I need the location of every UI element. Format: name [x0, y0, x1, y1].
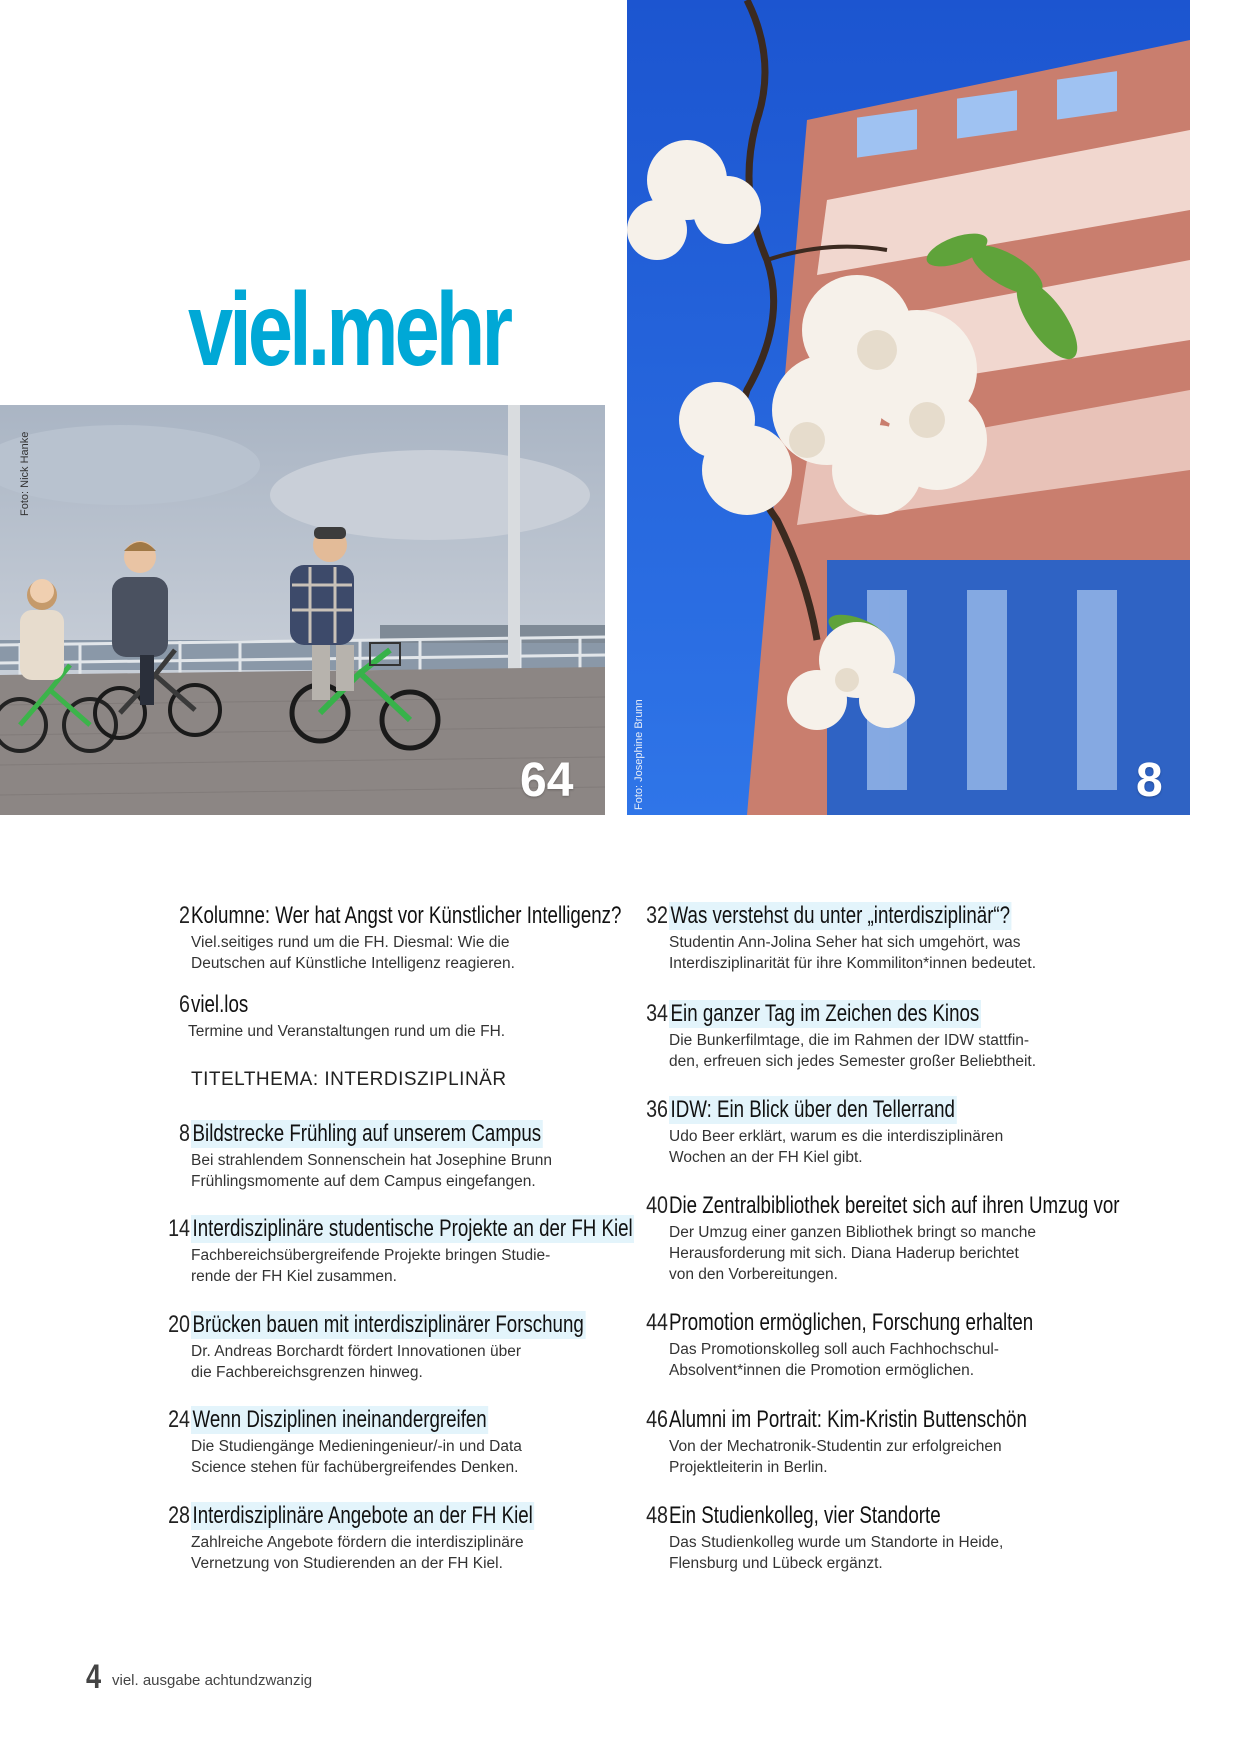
toc-heading: Bildstrecke Frühling auf unserem Campus [192, 1120, 542, 1147]
toc-description-line: Termine und Veranstaltungen rund um die FH. [188, 1023, 506, 1040]
toc-page-number: 6 [179, 991, 190, 1018]
footer-issue-text: viel. ausgabe achtundzwanzig [112, 1672, 313, 1689]
photo-page-number-right: 8 [1136, 754, 1163, 807]
toc-page-number: 14 [168, 1215, 190, 1242]
toc-description-line: Herausforderung mit sich. Diana Haderup berichtet [669, 1245, 1019, 1262]
toc-description-line: Science stehen für fachübergreifendes Denken. [191, 1459, 519, 1476]
toc-heading: Wenn Disziplinen ineinandergreifen [192, 1406, 487, 1433]
toc-description-line: Das Studienkolleg wurde um Standorte in Heide, [669, 1534, 1004, 1551]
toc-heading: Interdisziplinäre studentische Projekte an der FH Kiel [192, 1215, 633, 1242]
toc-description-line: die Fachbereichsgrenzen hinweg. [191, 1364, 423, 1381]
toc-heading: Ein ganzer Tag im Zeichen des Kinos [670, 1000, 980, 1027]
toc-heading: Promotion ermöglichen, Forschung erhalten [669, 1309, 1034, 1336]
photo-credit-left: Foto: Nick Hanke [19, 431, 31, 516]
toc-description-line: Interdisziplinarität für ihre Kommiliton*innen bedeutet. [669, 955, 1037, 972]
photo-page-number-left: 64 [520, 754, 574, 807]
toc-description-line: Bei strahlendem Sonnenschein hat Josephine Brunn [191, 1152, 553, 1169]
toc-page-number: 40 [646, 1192, 668, 1219]
footer-page-number: 4 [86, 1658, 102, 1696]
section-label: TITELTHEMA: INTERDISZIPLINÄR [191, 1069, 507, 1090]
toc-description-line: Projektleiterin in Berlin. [669, 1459, 828, 1476]
toc-description-line: Dr. Andreas Borchardt fördert Innovationen über [191, 1343, 522, 1360]
toc-description-line: den, erfreuen sich jedes Semester großer Beliebtheit. [669, 1053, 1037, 1070]
toc-heading: Kolumne: Wer hat Angst vor Künstlicher Intelligenz? [191, 902, 622, 929]
toc-description-line: von den Vorbereitungen. [669, 1266, 838, 1283]
toc-page-number: 32 [646, 902, 668, 929]
toc-description-line: Udo Beer erklärt, warum es die interdisziplinären [669, 1128, 1004, 1145]
toc-page-number: 8 [179, 1120, 190, 1147]
toc-heading: Was verstehst du unter „interdisziplinär“? [670, 902, 1011, 929]
toc-description-line: Frühlingsmomente auf dem Campus eingefangen. [191, 1173, 536, 1190]
toc-heading: IDW: Ein Blick über den Tellerrand [670, 1096, 955, 1123]
toc-description-line: Viel.seitiges rund um die FH. Diesmal: Wie die [191, 934, 510, 951]
photo-credit-right: Foto: Josephine Brunn [633, 699, 645, 810]
toc-page-number: 24 [168, 1406, 190, 1433]
toc-page-number: 20 [168, 1311, 190, 1338]
toc-description-line: Studentin Ann-Jolina Seher hat sich umgehört, was [669, 934, 1021, 951]
toc-description-line: Wochen an der FH Kiel gibt. [669, 1149, 863, 1166]
toc-description-line: rende der FH Kiel zusammen. [191, 1268, 397, 1285]
toc-description-line: Die Studiengänge Medieningenieur/-in und Data [191, 1438, 522, 1455]
cyclists-photo [0, 405, 605, 815]
toc-heading: Alumni im Portrait: Kim-Kristin Buttenschön [669, 1406, 1027, 1433]
toc-description-line: Flensburg und Lübeck ergänzt. [669, 1555, 883, 1572]
section-title: viel.mehr [188, 272, 510, 388]
toc-page-number: 28 [168, 1502, 190, 1529]
toc-description-line: Das Promotionskolleg soll auch Fachhochschul- [669, 1341, 999, 1358]
toc-page-number: 44 [646, 1309, 668, 1336]
toc-heading: Brücken bauen mit interdisziplinärer Forschung [192, 1311, 584, 1338]
toc-page-number: 48 [646, 1502, 668, 1529]
toc-heading: Die Zentralbibliothek bereitet sich auf ihren Umzug vor [669, 1192, 1120, 1219]
toc-description-line: Von der Mechatronik-Studentin zur erfolgreichen [669, 1438, 1002, 1455]
blossom-photo [627, 0, 1190, 815]
toc-description-line: Die Bunkerfilmtage, die im Rahmen der IDW stattfin- [669, 1032, 1030, 1049]
toc-description-line: Fachbereichsübergreifende Projekte bringen Studie- [191, 1247, 551, 1264]
toc-description-line: Absolvent*innen die Promotion ermöglichen. [669, 1362, 975, 1379]
toc-page-number: 46 [646, 1406, 668, 1433]
toc-heading: viel.los [191, 991, 249, 1018]
toc-description-line: Zahlreiche Angebote fördern die interdisziplinäre [191, 1534, 524, 1551]
toc-heading: Ein Studienkolleg, vier Standorte [669, 1502, 941, 1529]
toc-description-line: Deutschen auf Künstliche Intelligenz reagieren. [191, 955, 515, 972]
toc-page-number: 2 [179, 902, 190, 929]
toc-description-line: Vernetzung von Studierenden an der FH Kiel. [191, 1555, 503, 1572]
toc-heading: Interdisziplinäre Angebote an der FH Kiel [192, 1502, 533, 1529]
toc-page-number: 34 [646, 1000, 668, 1027]
toc-description-line: Der Umzug einer ganzen Bibliothek bringt so manche [669, 1224, 1037, 1241]
toc-page-number: 36 [646, 1096, 668, 1123]
